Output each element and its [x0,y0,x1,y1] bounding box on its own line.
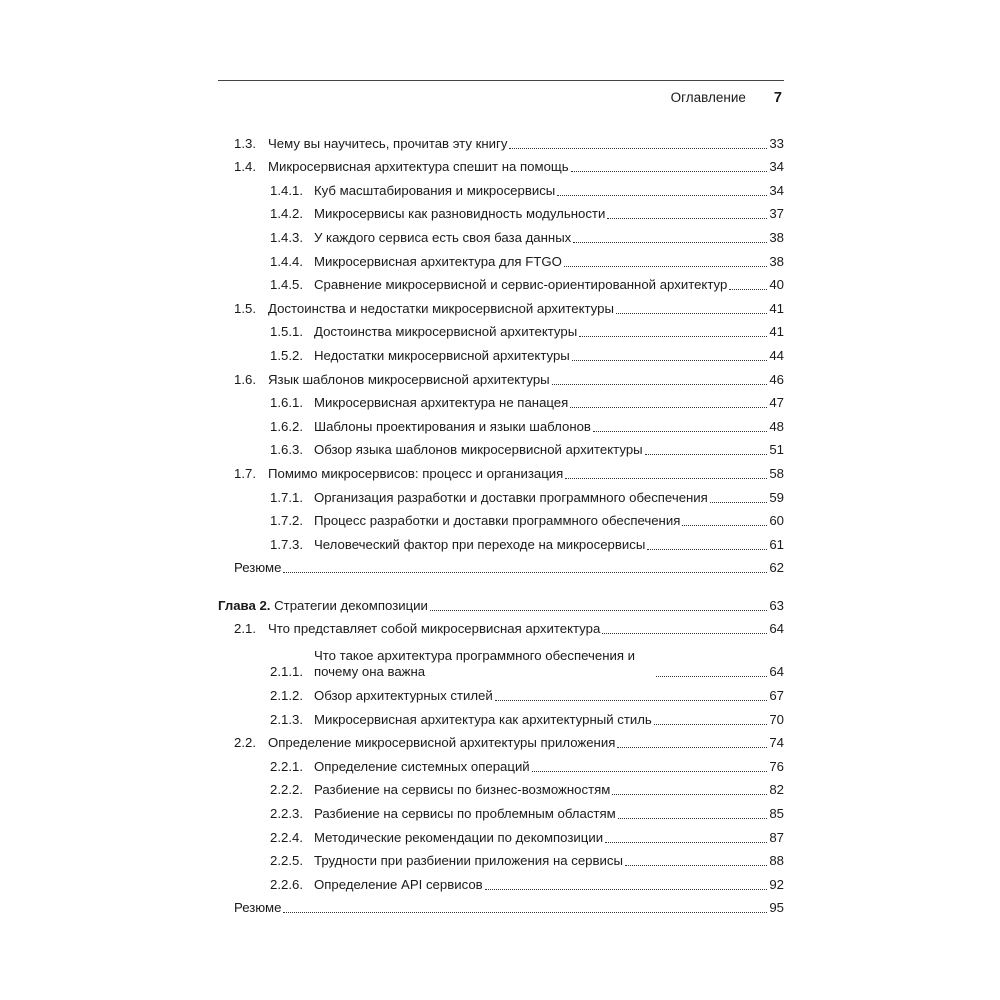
dot-leader [617,747,767,748]
dot-leader [729,289,767,290]
toc-entry-number: 2.2.2. [270,782,303,798]
dot-leader [647,549,767,550]
table-of-contents [218,128,784,916]
toc-entry-number: 2.1. [234,621,256,637]
toc-entry-page: 38 [769,229,784,245]
toc-entry-page: 33 [769,135,784,151]
dot-leader [593,431,767,432]
dot-leader [570,407,767,408]
dot-leader [605,842,767,843]
toc-entry-number: 1.7.3. [270,536,303,552]
toc-entry [218,199,784,223]
toc-entry-page: 41 [769,324,784,340]
running-head-title: Оглавление [670,90,746,105]
toc-entry-page: 87 [769,829,784,845]
toc-entry-page: 76 [769,758,784,774]
toc-entry-number: 1.4.3. [270,229,303,245]
toc-entry-number: 2.1.2. [270,688,303,704]
toc-entry [218,893,784,917]
toc-entry-title: Разбиение на сервисы по бизнес-возможностям [314,782,611,798]
toc-entry-title: Язык шаблонов микросервисной архитектуры [268,371,550,387]
toc-entry-page: 40 [769,277,784,293]
header-rule [218,80,784,81]
chapter-title: Стратегии декомпозиции [274,597,428,613]
toc-entry-title: Чему вы научитесь, прочитав эту книгу [268,135,508,151]
toc-entry-page: 61 [769,536,784,552]
toc-entry-page: 46 [769,371,784,387]
toc-entry [218,704,784,728]
toc-entry [218,846,784,870]
toc-entry-page: 95 [769,900,784,916]
toc-entry-number: 1.4.4. [270,253,303,269]
toc-entry-title: Человеческий фактор при переходе на микросервисы [314,536,646,552]
toc-entry-title: Организация разработки и доставки программного обеспечения [314,489,708,505]
toc-entry-page: 64 [769,664,784,680]
toc-entry-page: 62 [769,560,784,576]
dot-leader [495,700,768,701]
dot-leader [532,771,768,772]
toc-entry-number: 1.5.2. [270,347,303,363]
toc-entry [218,411,784,435]
toc-entry [218,222,784,246]
chapter-label: Глава 2. [218,597,271,613]
dot-leader [612,794,767,795]
toc-entry-title: Микросервисная архитектура как архитектурный стиль [314,711,652,727]
toc-entry-number: 1.5. [234,300,256,316]
toc-entry-title: Помимо микросервисов: процесс и организация [268,465,564,481]
toc-entry-title [218,598,428,614]
toc-entry-number: 2.2.3. [270,806,303,822]
toc-entry-title: Резюме [234,900,282,916]
toc-entry-title: Обзор архитектурных стилей [314,688,493,704]
toc-entry-number: 1.5.1. [270,324,303,340]
toc-entry-number: 1.6. [234,371,256,387]
toc-entry-page: 85 [769,806,784,822]
dot-leader [573,242,767,243]
toc-entry [218,822,784,846]
toc-entry-page: 44 [769,347,784,363]
toc-entry-number: 2.1.1. [270,664,303,680]
toc-entry-page: 64 [769,621,784,637]
toc-entry-page: 70 [769,711,784,727]
toc-entry-number: 2.2.6. [270,876,303,892]
toc-entry-title: Шаблоны проектирования и языки шаблонов [314,418,591,434]
toc-entry-title: У каждого сервиса есть своя база данных [314,229,572,245]
dot-leader [283,912,767,913]
toc-entry-number: 2.2.1. [270,758,303,774]
toc-entry-title: Определение API сервисов [314,876,483,892]
dot-leader [485,889,768,890]
toc-entry-number: 1.4. [234,159,256,175]
toc-entry-title: Обзор языка шаблонов микросервисной архитектуры [314,442,643,458]
toc-entry [218,364,784,388]
toc-entry-page: 48 [769,418,784,434]
dot-leader [557,195,767,196]
toc-entry-page: 38 [769,253,784,269]
toc-entry-title: Недостатки микросервисной архитектуры [314,347,570,363]
dot-leader [602,633,767,634]
toc-entry-number: 1.4.2. [270,206,303,222]
toc-entry [218,270,784,294]
toc-entry-title: Что такое архитектура программного обеспечения и почему она важна [314,648,636,680]
toc-entry-page: 34 [769,182,784,198]
toc-entry [218,637,784,680]
toc-entry-title: Определение системных операций [314,758,530,774]
toc-entry [218,152,784,176]
toc-entry-title: Процесс разработки и доставки программного обеспечения [314,513,681,529]
dot-leader [625,865,767,866]
toc-entry [218,775,784,799]
toc-entry [218,506,784,530]
toc-entry-title: Микросервисная архитектура для FTGO [314,253,562,269]
toc-entry-title: Сравнение микросервисной и сервис-ориентированной архитектур [314,277,728,293]
dot-leader [564,266,767,267]
toc-entry-number: 2.2.4. [270,829,303,845]
toc-entry-page: 58 [769,465,784,481]
dot-leader [616,313,767,314]
dot-leader [571,171,768,172]
toc-entry-page: 41 [769,300,784,316]
toc-entry-page: 47 [769,395,784,411]
chapter-entry [218,590,784,614]
toc-entry [218,482,784,506]
toc-entry [218,529,784,553]
dot-leader [509,148,767,149]
toc-entry-page: 74 [769,735,784,751]
toc-entry-number: 2.2. [234,735,256,751]
toc-entry-title: Микросервисная архитектура не панацея [314,395,569,411]
toc-entry [218,798,784,822]
toc-entry-number: 1.7.2. [270,513,303,529]
toc-entry-page: 37 [769,206,784,222]
dot-leader [565,478,767,479]
toc-entry-title: Достоинства микросервисной архитектуры [314,324,578,340]
toc-entry [218,458,784,482]
toc-entry-page: 34 [769,159,784,175]
toc-entry [218,293,784,317]
toc-entry [218,869,784,893]
toc-entry-title: Куб масштабирования и микросервисы [314,182,556,198]
dot-leader [710,502,768,503]
running-head [671,90,782,108]
toc-entry-page: 67 [769,688,784,704]
toc-entry [218,751,784,775]
toc-entry-title: Резюме [234,560,282,576]
toc-entry-page: 60 [769,513,784,529]
toc-entry-number: 2.1.3. [270,711,303,727]
toc-entry [218,435,784,459]
toc-entry-page: 92 [769,876,784,892]
toc-entry-title: Достоинства и недостатки микросервисной архитектуры [268,300,614,316]
toc-entry-number: 1.6.1. [270,395,303,411]
dot-leader [579,336,767,337]
toc-entry-number: 1.6.2. [270,418,303,434]
toc-entry [218,317,784,341]
toc-entry-title: Разбиение на сервисы по проблемным областям [314,806,616,822]
dot-leader [283,572,767,573]
toc-entry [218,175,784,199]
toc-entry [218,340,784,364]
toc-entry [218,128,784,152]
toc-entry-page: 82 [769,782,784,798]
page-number: 7 [773,90,782,106]
dot-leader [430,610,767,611]
dot-leader [654,724,768,725]
toc-entry [218,553,784,577]
dot-leader [572,360,768,361]
toc-entry-page: 59 [769,489,784,505]
dot-leader [656,676,767,677]
toc-entry [218,680,784,704]
toc-entry-number: 1.4.5. [270,277,303,293]
dot-leader [618,818,768,819]
toc-entry-number: 2.2.5. [270,853,303,869]
toc-entry [218,728,784,752]
toc-entry-title: Что представляет собой микросервисная архитектура [268,621,601,637]
toc-entry-number: 1.7.1. [270,489,303,505]
toc-entry-number: 1.7. [234,465,256,481]
dot-leader [645,454,768,455]
toc-entry-number: 1.4.1. [270,182,303,198]
toc-entry-number: 1.6.3. [270,442,303,458]
dot-leader [607,218,767,219]
dot-leader [682,525,767,526]
toc-entry-page: 51 [769,442,784,458]
toc-entry-page: 88 [769,853,784,869]
toc-entry-title: Микросервисная архитектура спешит на помощь [268,159,569,175]
toc-entry-number: 1.3. [234,135,256,151]
toc-entry-page: 63 [769,597,784,613]
toc-entry [218,614,784,638]
toc-entry-title: Определение микросервисной архитектуры приложения [268,735,616,751]
toc-entry-title: Микросервисы как разновидность модульности [314,206,606,222]
toc-entry-title: Методические рекомендации по декомпозиции [314,829,604,845]
toc-entry [218,246,784,270]
dot-leader [552,384,768,385]
toc-entry-title: Трудности при разбиении приложения на сервисы [314,853,623,869]
toc-entry [218,388,784,412]
